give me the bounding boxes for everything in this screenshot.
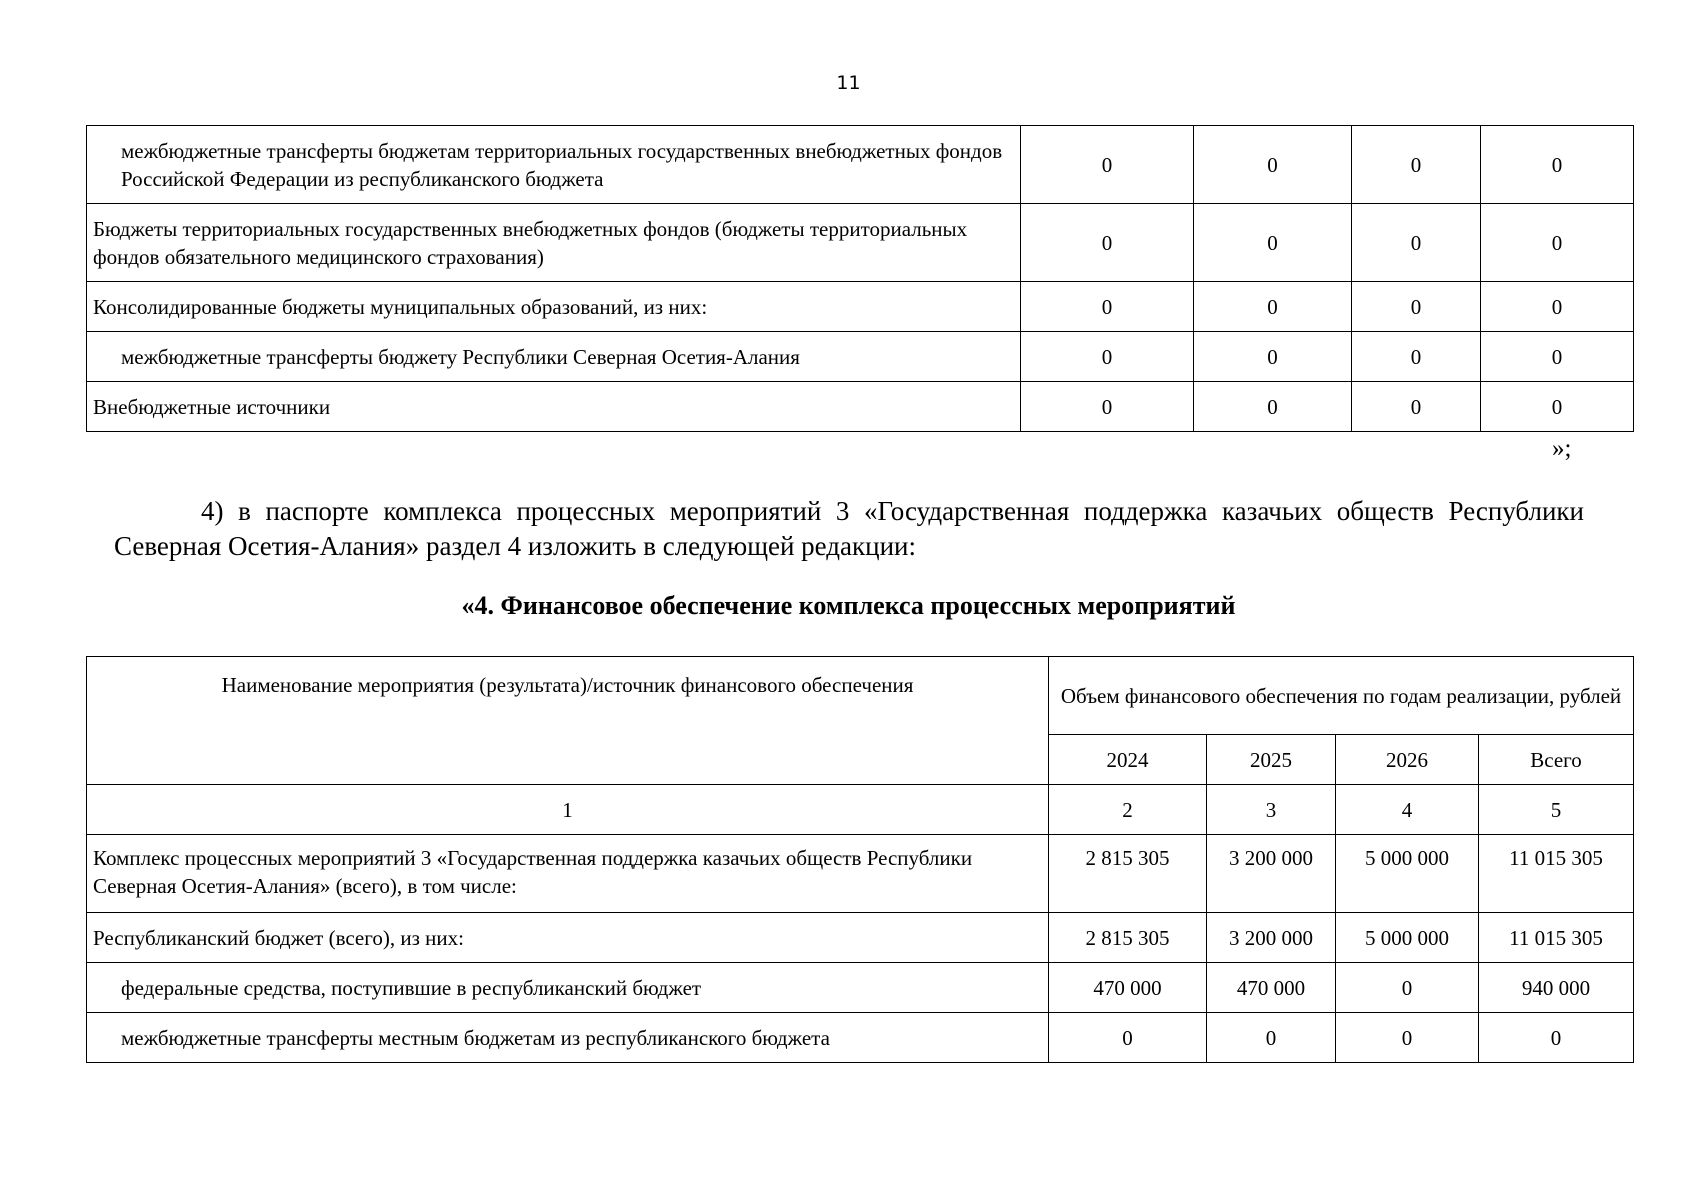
- cell-value: 470 000: [1049, 963, 1207, 1013]
- header-year: 2025: [1207, 735, 1336, 785]
- cell-value: 5 000 000: [1336, 913, 1479, 963]
- table-row: [87, 382, 1634, 432]
- header-name: Наименование мероприятия (результата)/источник финансового обеспечения: [87, 657, 1049, 785]
- row-label: межбюджетные трансферты бюджету Республики Северная Осетия-Алания: [87, 332, 1021, 382]
- column-number: 4: [1336, 785, 1479, 835]
- cell-value: 0: [1194, 382, 1352, 432]
- row-label: федеральные средства, поступившие в республиканский бюджет: [87, 963, 1049, 1013]
- cell-value: 0: [1352, 382, 1481, 432]
- row-label: Внебюджетные источники: [87, 382, 1021, 432]
- cell-value: 0: [1336, 1013, 1479, 1063]
- cell-value: 0: [1021, 204, 1194, 282]
- table-row: [87, 282, 1634, 332]
- row-label: Комплекс процессных мероприятий 3 «Государственная поддержка казачьих обществ Республики Северная Осетия-Алания» (всего), в том числе:: [87, 835, 1049, 913]
- cell-value: 2 815 305: [1049, 913, 1207, 963]
- cell-value: 0: [1021, 126, 1194, 204]
- cell-value: 0: [1481, 332, 1634, 382]
- cell-value: 0: [1481, 126, 1634, 204]
- cell-value: 0: [1481, 204, 1634, 282]
- column-number-row: [87, 785, 1634, 835]
- cell-value: 0: [1049, 1013, 1207, 1063]
- cell-value: 0: [1352, 332, 1481, 382]
- column-number: 3: [1207, 785, 1336, 835]
- column-number: 5: [1479, 785, 1634, 835]
- table-row: [87, 1013, 1634, 1063]
- cell-value: 0: [1481, 382, 1634, 432]
- cell-value: 3 200 000: [1207, 835, 1336, 913]
- row-label: Республиканский бюджет (всего), из них:: [87, 913, 1049, 963]
- table-row: [87, 913, 1634, 963]
- cell-value: 0: [1021, 382, 1194, 432]
- cell-value: 0: [1481, 282, 1634, 332]
- table-header-row: [87, 657, 1634, 735]
- cell-value: 11 015 305: [1479, 835, 1634, 913]
- row-label: Консолидированные бюджеты муниципальных образований, из них:: [87, 282, 1021, 332]
- row-label: Бюджеты территориальных государственных внебюджетных фондов (бюджеты территориальных фондов обязательного медицинского страхования): [87, 204, 1021, 282]
- cell-value: 0: [1207, 1013, 1336, 1063]
- cell-value: 5 000 000: [1336, 835, 1479, 913]
- row-label: межбюджетные трансферты бюджетам территориальных государственных внебюджетных фондов Российской Федерации из республиканского бюджета: [87, 126, 1021, 204]
- column-number: 1: [87, 785, 1049, 835]
- cell-value: 2 815 305: [1049, 835, 1207, 913]
- cell-value: 0: [1336, 963, 1479, 1013]
- cell-value: 11 015 305: [1479, 913, 1634, 963]
- cell-value: 0: [1021, 282, 1194, 332]
- closing-quote: »;: [1552, 435, 1572, 462]
- cell-value: 0: [1194, 332, 1352, 382]
- table-row: [87, 963, 1634, 1013]
- header-year: 2026: [1336, 735, 1479, 785]
- cell-value: 0: [1194, 126, 1352, 204]
- cell-value: 0: [1352, 282, 1481, 332]
- cell-value: 940 000: [1479, 963, 1634, 1013]
- amendment-paragraph: 4) в паспорте комплекса процессных мероприятий 3 «Государственная поддержка казачьих обществ Республики Северная Осетия-Алания» раздел 4 изложить в следующей редакции:: [114, 496, 1584, 561]
- cell-value: 0: [1194, 282, 1352, 332]
- section-title: «4. Финансовое обеспечение комплекса процессных мероприятий: [461, 591, 1236, 620]
- cell-value: 0: [1479, 1013, 1634, 1063]
- cell-value: 3 200 000: [1207, 913, 1336, 963]
- financing-table-continued: [86, 125, 1634, 432]
- table-row: [87, 332, 1634, 382]
- table-row: [87, 204, 1634, 282]
- header-total: Всего: [1479, 735, 1634, 785]
- table-row: [87, 835, 1634, 913]
- cell-value: 470 000: [1207, 963, 1336, 1013]
- header-year: 2024: [1049, 735, 1207, 785]
- row-label: межбюджетные трансферты местным бюджетам из республиканского бюджета: [87, 1013, 1049, 1063]
- cell-value: 0: [1194, 204, 1352, 282]
- financing-table: [86, 656, 1634, 1063]
- header-volume: Объем финансового обеспечения по годам реализации, рублей: [1049, 657, 1634, 735]
- column-number: 2: [1049, 785, 1207, 835]
- page-number: 11: [836, 72, 861, 94]
- table-row: [87, 126, 1634, 204]
- cell-value: 0: [1021, 332, 1194, 382]
- cell-value: 0: [1352, 126, 1481, 204]
- cell-value: 0: [1352, 204, 1481, 282]
